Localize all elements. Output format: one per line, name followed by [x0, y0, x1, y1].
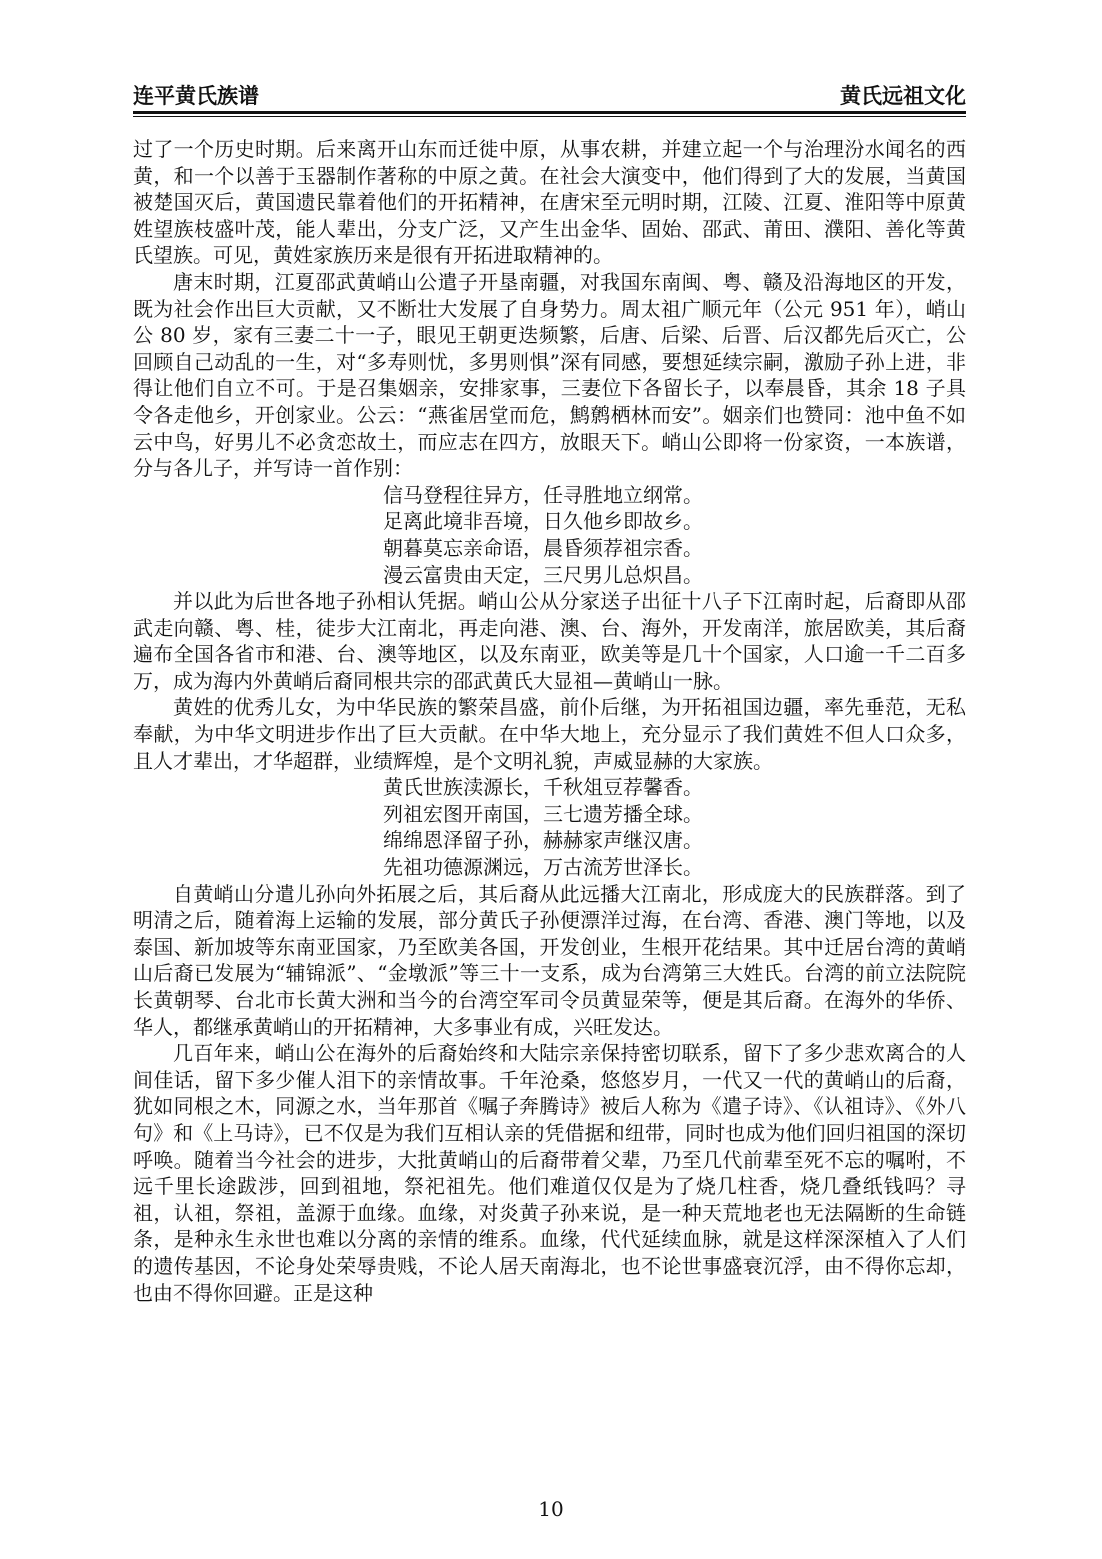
- poem-line: 绵绵恩泽留子孙，赫赫家声继汉唐。: [383, 828, 703, 853]
- poem-line: 朝暮莫忘亲命语，晨昏须荐祖宗香。: [383, 535, 703, 560]
- header-rule-thin: [133, 116, 966, 117]
- header-book-title: 连平黄氏族谱: [133, 84, 259, 108]
- poem-line: 先祖功德源渊远，万古流芳世泽长。: [383, 855, 703, 880]
- poem-clan: [133, 774, 966, 880]
- paragraph: 唐末时期，江夏邵武黄峭山公遣子开垦南疆，对我国东南闽、粤、赣及沿海地区的开发，既为社会作出巨大贡献，又不断壮大发展了自身势力。周太祖广顺元年（公元 951 年），峭山公 80 岁，家有三妻二十一子，眼见王朝更迭频繁，后唐、后梁、后晋、后汉都先后灭亡，公回顾自己动乱的一生，对“多寿则忧，多男则惧”深有同感，要想延续宗嗣，激励子孙上进，非得让他们自立不可。于是召集姻亲，安排家事，三妻位下各留长子，以奉晨昏，其余 18 子具令各走他乡，开创家业。公云：“燕雀居堂而危，鹪鹩栖林而安”。姻亲们也赞同：池中鱼不如云中鸟，好男儿不必贪恋故土，而应志在四方，放眼天下。峭山公即将一份家资，一本族谱，分与各儿子，并写诗一首作别：: [133, 269, 966, 481]
- poem-line: 漫云富贵由天定，三尺男儿总炽昌。: [383, 562, 703, 587]
- running-header: [133, 82, 966, 110]
- paragraph: 过了一个历史时期。后来离开山东而迁徙中原，从事农耕，并建立起一个与治理汾水闻名的西黄，和一个以善于玉器制作著称的中原之黄。在社会大演变中，他们得到了大的发展，当黄国被楚国灭后，黄国遗民靠着他们的开拓精神，在唐宋至元明时期，江陵、江夏、淮阳等中原黄姓望族枝盛叶茂，能人辈出，分支广泛，又产生出金华、固始、邵武、莆田、濮阳、善化等黄氏望族。可见，黄姓家族历来是很有开拓进取精神的。: [133, 137, 966, 268]
- paragraph: 自黄峭山分遣儿孙向外拓展之后，其后裔从此远播大江南北，形成庞大的民族群落。到了明清之后，随着海上运输的发展，部分黄氏子孙便漂洋过海，在台湾、香港、澳门等地，以及泰国、新加坡等东南亚国家，乃至欧美各国，开发创业，生根开花结果。其中迁居台湾的黄峭山后裔已发展为“辅锦派”、“金墩派”等三十一支系，成为台湾第三大姓氏。台湾的前立法院院长黄朝琴、台北市长黄大洲和当今的台湾空军司令员黄显荣等，便是其后裔。在海外的华侨、华人，都继承黄峭山的开拓精神，大多事业有成，兴旺发达。: [133, 881, 966, 1039]
- paragraph: 并以此为后世各地子孙相认凭据。峭山公从分家送子出征十八子下江南时起，后裔即从邵武走向赣、粤、桂，徒步大江南北，再走向港、澳、台、海外，开发南洋，旅居欧美，其后裔遍布全国各省市和港、台、澳等地区，以及东南亚，欧美等是几十个国家，人口逾一千二百多万，成为海内外黄峭后裔同根共宗的邵武黄氏大显祖—黄峭山一脉。: [133, 589, 966, 693]
- poem-line: 列祖宏图开南国，三七遗芳播全球。: [383, 801, 703, 826]
- poem-line: 黄氏世族渎源长，千秋俎豆荐馨香。: [383, 775, 703, 800]
- poem-line: 足离此境非吾境，日久他乡即故乡。: [383, 509, 703, 534]
- header-rule: [133, 111, 966, 114]
- header-chapter-title: 黄氏远祖文化: [840, 84, 966, 108]
- poem-line: 信马登程往异方，任寻胜地立纲常。: [383, 482, 703, 507]
- poem-farewell: [133, 482, 966, 588]
- paragraph: 几百年来，峭山公在海外的后裔始终和大陆宗亲保持密切联系，留下了多少悲欢离合的人间佳话，留下多少催人泪下的亲情故事。千年沧桑，悠悠岁月，一代又一代的黄峭山的后裔，犹如同根之木，同源之水，当年那首《嘱子奔腾诗》被后人称为《遣子诗》、《认祖诗》、《外八句》和《上马诗》，已不仅是为我们互相认亲的凭借据和纽带，同时也成为他们回归祖国的深切呼唤。随着当今社会的进步，大批黄峭山的后裔带着父辈，乃至几代前辈至死不忘的嘱咐，不远千里长途跋涉，回到祖地，祭祀祖先。他们难道仅仅是为了烧几柱香，烧几叠纸钱吗？寻祖，认祖，祭祖，盖源于血缘。血缘，对炎黄子孙来说，是一种天荒地老也无法隔断的生命链条，是种永生永世也难以分离的亲情的维系。血缘，代代延续血脉，就是这样深深植入了人们的遗传基因，不论身处荣辱贵贱，不论人居天南海北，也不论世事盛衰沉浮，由不得你忘却，也由不得你回避。正是这种: [133, 1041, 966, 1305]
- paragraph: 黄姓的优秀儿女，为中华民族的繁荣昌盛，前仆后继，为开拓祖国边疆，率先垂范，无私奉献，为中华文明进步作出了巨大贡献。在中华大地上，充分显示了我们黄姓不但人口众多，且人才辈出，才华超群，业绩辉煌，是个文明礼貌，声威显赫的大家族。: [133, 695, 966, 773]
- page-number: 10: [538, 1497, 564, 1521]
- body-text: [133, 136, 966, 1306]
